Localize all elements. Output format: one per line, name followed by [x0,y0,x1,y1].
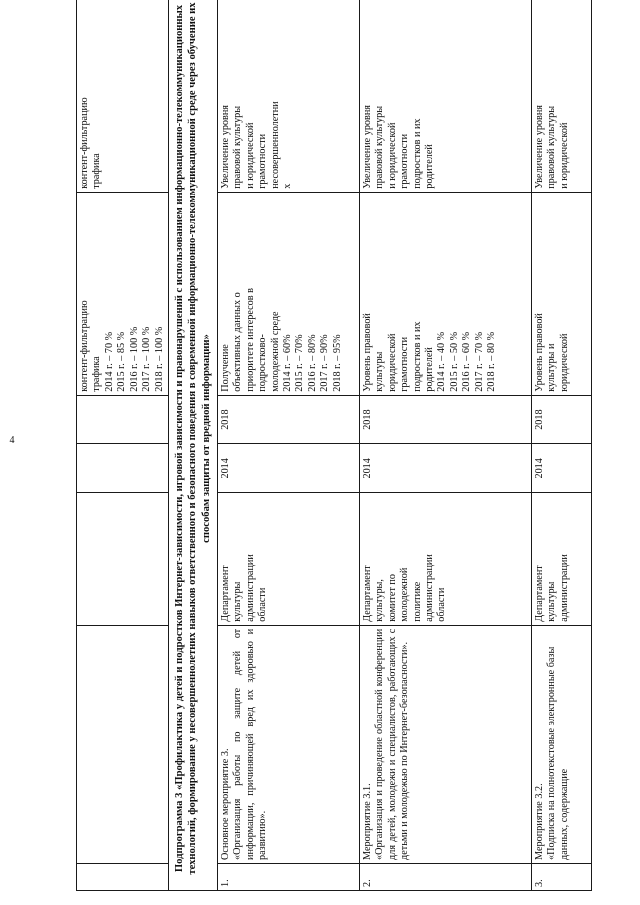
text-line: контент-фильтрацию [79,300,90,392]
text-line: несовершеннолетни [269,101,281,189]
text-line: Увеличение уровня [533,105,545,189]
text-line: 2017 г. – 70 % [473,331,485,392]
cell-end: 2018 [217,395,359,444]
text-line: правовой культуры [374,105,386,189]
text-line: приоритете интересов в [244,288,256,392]
cell-target [531,192,591,395]
row-number: 1. [217,863,359,890]
text-line: родителей [423,144,435,189]
cell-executor [77,493,169,626]
text-line: Департамент [219,565,231,622]
text-line: Увеличение уровня [361,105,373,189]
text-line: и юридической [244,122,256,189]
text-line: 2015 г. – 85 % [116,331,128,392]
text-line: администрации [558,554,570,622]
text-line: 2018 г. – 100 % [153,326,165,392]
table-row-continuation [77,0,169,891]
cell-target [77,192,169,395]
text-line: родителей [423,347,435,392]
text-line: 2016 г. – 100 % [128,326,140,392]
text-line: 2017 г. – 90% [319,334,331,392]
text-line: контент-фильтрацию [79,97,90,189]
event-description: «Подписка на полнотекстовые электронные базы данных, содержащие [546,646,570,860]
cell-event [77,625,169,863]
program-table [76,0,592,891]
text-line: и юридической [558,122,570,189]
cell-result [531,0,591,192]
text-line: культуры [374,351,386,392]
subprogram-header-row [169,0,218,891]
text-line: грамотности [257,133,269,189]
cell-end [77,395,169,444]
cell-result [217,0,359,192]
text-line: х [281,183,293,189]
text-line: грамотности [399,133,411,189]
text-line: области [436,587,448,622]
text-line: юридической [386,333,398,392]
event-description: «Организация работы по защите детей от информации, причиняющей вред их здоровью и развитию». [232,628,269,860]
text-line: правовой культуры [232,105,244,189]
text-line: 2014 г. – 70 % [103,331,115,392]
cell-event [359,625,531,863]
text-line: трафика [91,356,103,392]
text-line: объективных данных о [232,292,244,392]
text-line: правовой культуры [546,105,558,189]
table-row [217,0,359,891]
text-line: культуры, [374,579,386,622]
table-row [359,0,531,891]
cell-start: 2014 [359,444,531,493]
event-description: «Организация и проведение областной конференции для детей, молодежи и специалистов, работающих с детьми и молодежью по Интернет-безопасности». [374,628,411,860]
cell-result [359,0,531,192]
text-line: культуры [232,581,244,622]
text-line: культуры [546,581,558,622]
cell-executor [217,493,359,626]
subprogram-title: Подпрограмма 3 «Профилактика у детей и подростков Интернет-зависимости, игровой зависимости и правонарушений с использованием информационно-телекоммуникационных технологий, формирование у несовершеннолетних навыков ответственного и безопасного поведения в современной информационно-телекоммуникационной среде через обучение их способам защиты от вредной информации» [169,0,218,891]
text-line: 2015 г. – 70% [294,334,306,392]
text-line: политике [411,581,423,622]
event-title: Основное мероприятие 3. [219,748,231,860]
cell-start [77,444,169,493]
cell-executor [359,493,531,626]
text-line: Департамент [533,565,545,622]
cell-event [531,625,591,863]
text-line: и юридической [386,122,398,189]
cell-result [77,0,169,192]
cell-num [77,863,169,890]
text-line: молодежной среде [269,311,281,392]
event-title: Мероприятие 3.1. [361,783,373,860]
table-row [531,0,591,891]
text-line: 2016 г. – 80% [306,334,318,392]
cell-start: 2014 [217,444,359,493]
text-line: 2017 г. – 100 % [141,326,153,392]
text-line: 2018 г. – 80 % [486,331,498,392]
text-line: Получение [219,344,231,392]
event-title: Мероприятие 3.2. [533,783,545,860]
cell-end: 2018 [531,395,591,444]
text-line: комитет по [386,574,398,622]
text-line: подростков и их [411,321,423,392]
text-line: области [257,587,269,622]
text-line: подростков и их [411,118,423,189]
page-number: 4 [9,435,15,446]
text-line: 2018 г. – 95% [331,334,343,392]
text-line: 2016 г. – 60 % [461,331,473,392]
text-line: подростково- [257,334,269,392]
text-line: Уровень правовой [361,313,373,392]
text-line: культуры и [546,343,558,392]
text-line: грамотности [399,336,411,392]
text-line: Департамент [361,565,373,622]
cell-event [217,625,359,863]
text-line: 2014 г. – 60% [281,334,293,392]
text-line: юридической [558,333,570,392]
text-line: Уровень правовой [533,313,545,392]
text-line: 2014 г. – 40 % [436,331,448,392]
cell-start: 2014 [531,444,591,493]
row-number: 2. [359,863,531,890]
text-line: администрации [423,554,435,622]
text-line: администрации [244,554,256,622]
cell-target [217,192,359,395]
cell-end: 2018 [359,395,531,444]
row-number: 3. [531,863,591,890]
text-line: 2015 г. – 50 % [448,331,460,392]
cell-executor [531,493,591,626]
text-line: Увеличение уровня [219,105,231,189]
cell-target [359,192,531,395]
text-line: трафика [91,153,103,189]
text-line: молодежной [399,567,411,622]
